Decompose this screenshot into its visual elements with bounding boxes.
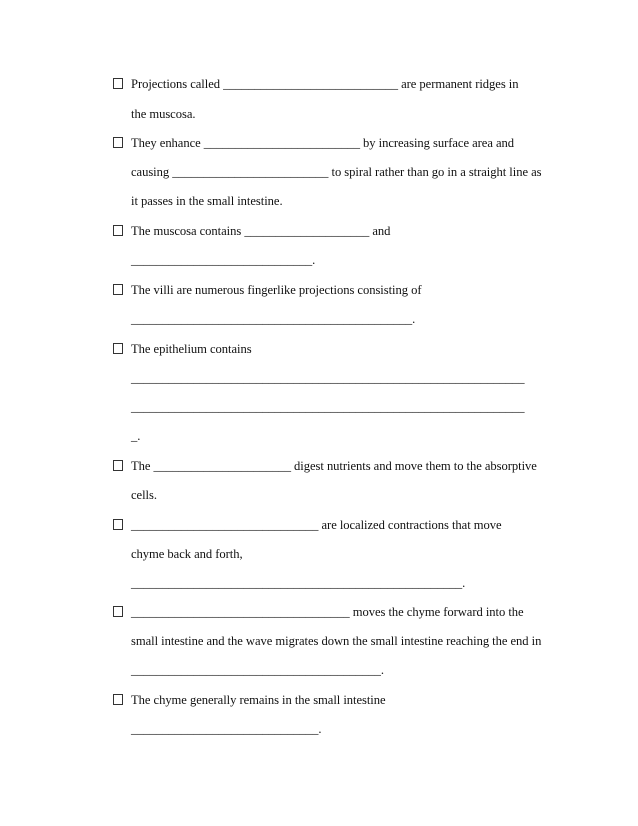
bullet-icon <box>113 519 123 530</box>
item-7-line-2: ________________________________________. <box>131 663 384 677</box>
bullet-icon <box>113 343 123 354</box>
item-5-line-1: cells. <box>131 488 157 502</box>
bullet-icon <box>113 284 123 295</box>
item-0-line-0: Projections called ____________________________ are permanent ridges in <box>131 77 519 91</box>
item-6-line-1: chyme back and forth, <box>131 547 243 561</box>
item-4-line-3: _. <box>131 429 141 443</box>
item-6-line-2: _____________________________________________________. <box>131 576 466 590</box>
item-5-line-0: The ______________________ digest nutrients and move them to the absorptive <box>131 459 537 473</box>
item-3-line-1: _____________________________________________. <box>131 312 416 326</box>
item-1-line-1: causing _________________________ to spiral rather than go in a straight line as <box>131 165 542 179</box>
bullet-icon <box>113 694 123 705</box>
item-2-line-1: _____________________________. <box>131 253 316 267</box>
bullet-icon <box>113 460 123 471</box>
bullet-icon <box>113 78 123 89</box>
item-8-line-1: ______________________________. <box>131 722 322 736</box>
item-0-line-1: the muscosa. <box>131 107 196 121</box>
bullet-icon <box>113 606 123 617</box>
item-7-line-1: small intestine and the wave migrates down the small intestine reaching the end in <box>131 634 542 648</box>
item-4-line-2: _______________________________________________________________ <box>131 400 525 414</box>
item-6-line-0: ______________________________ are localized contractions that move <box>131 518 502 532</box>
item-7-line-0: ___________________________________ moves the chyme forward into the <box>131 605 524 619</box>
item-4-line-0: The epithelium contains <box>131 342 252 356</box>
item-4-line-1: _______________________________________________________________ <box>131 371 525 385</box>
item-8-line-0: The chyme generally remains in the small intestine <box>131 693 386 707</box>
item-2-line-0: The muscosa contains ____________________ and <box>131 224 391 238</box>
item-1-line-2: it passes in the small intestine. <box>131 194 283 208</box>
item-1-line-0: They enhance _________________________ by increasing surface area and <box>131 136 514 150</box>
bullet-icon <box>113 225 123 236</box>
bullet-icon <box>113 137 123 148</box>
item-3-line-0: The villi are numerous fingerlike projections consisting of <box>131 283 422 297</box>
